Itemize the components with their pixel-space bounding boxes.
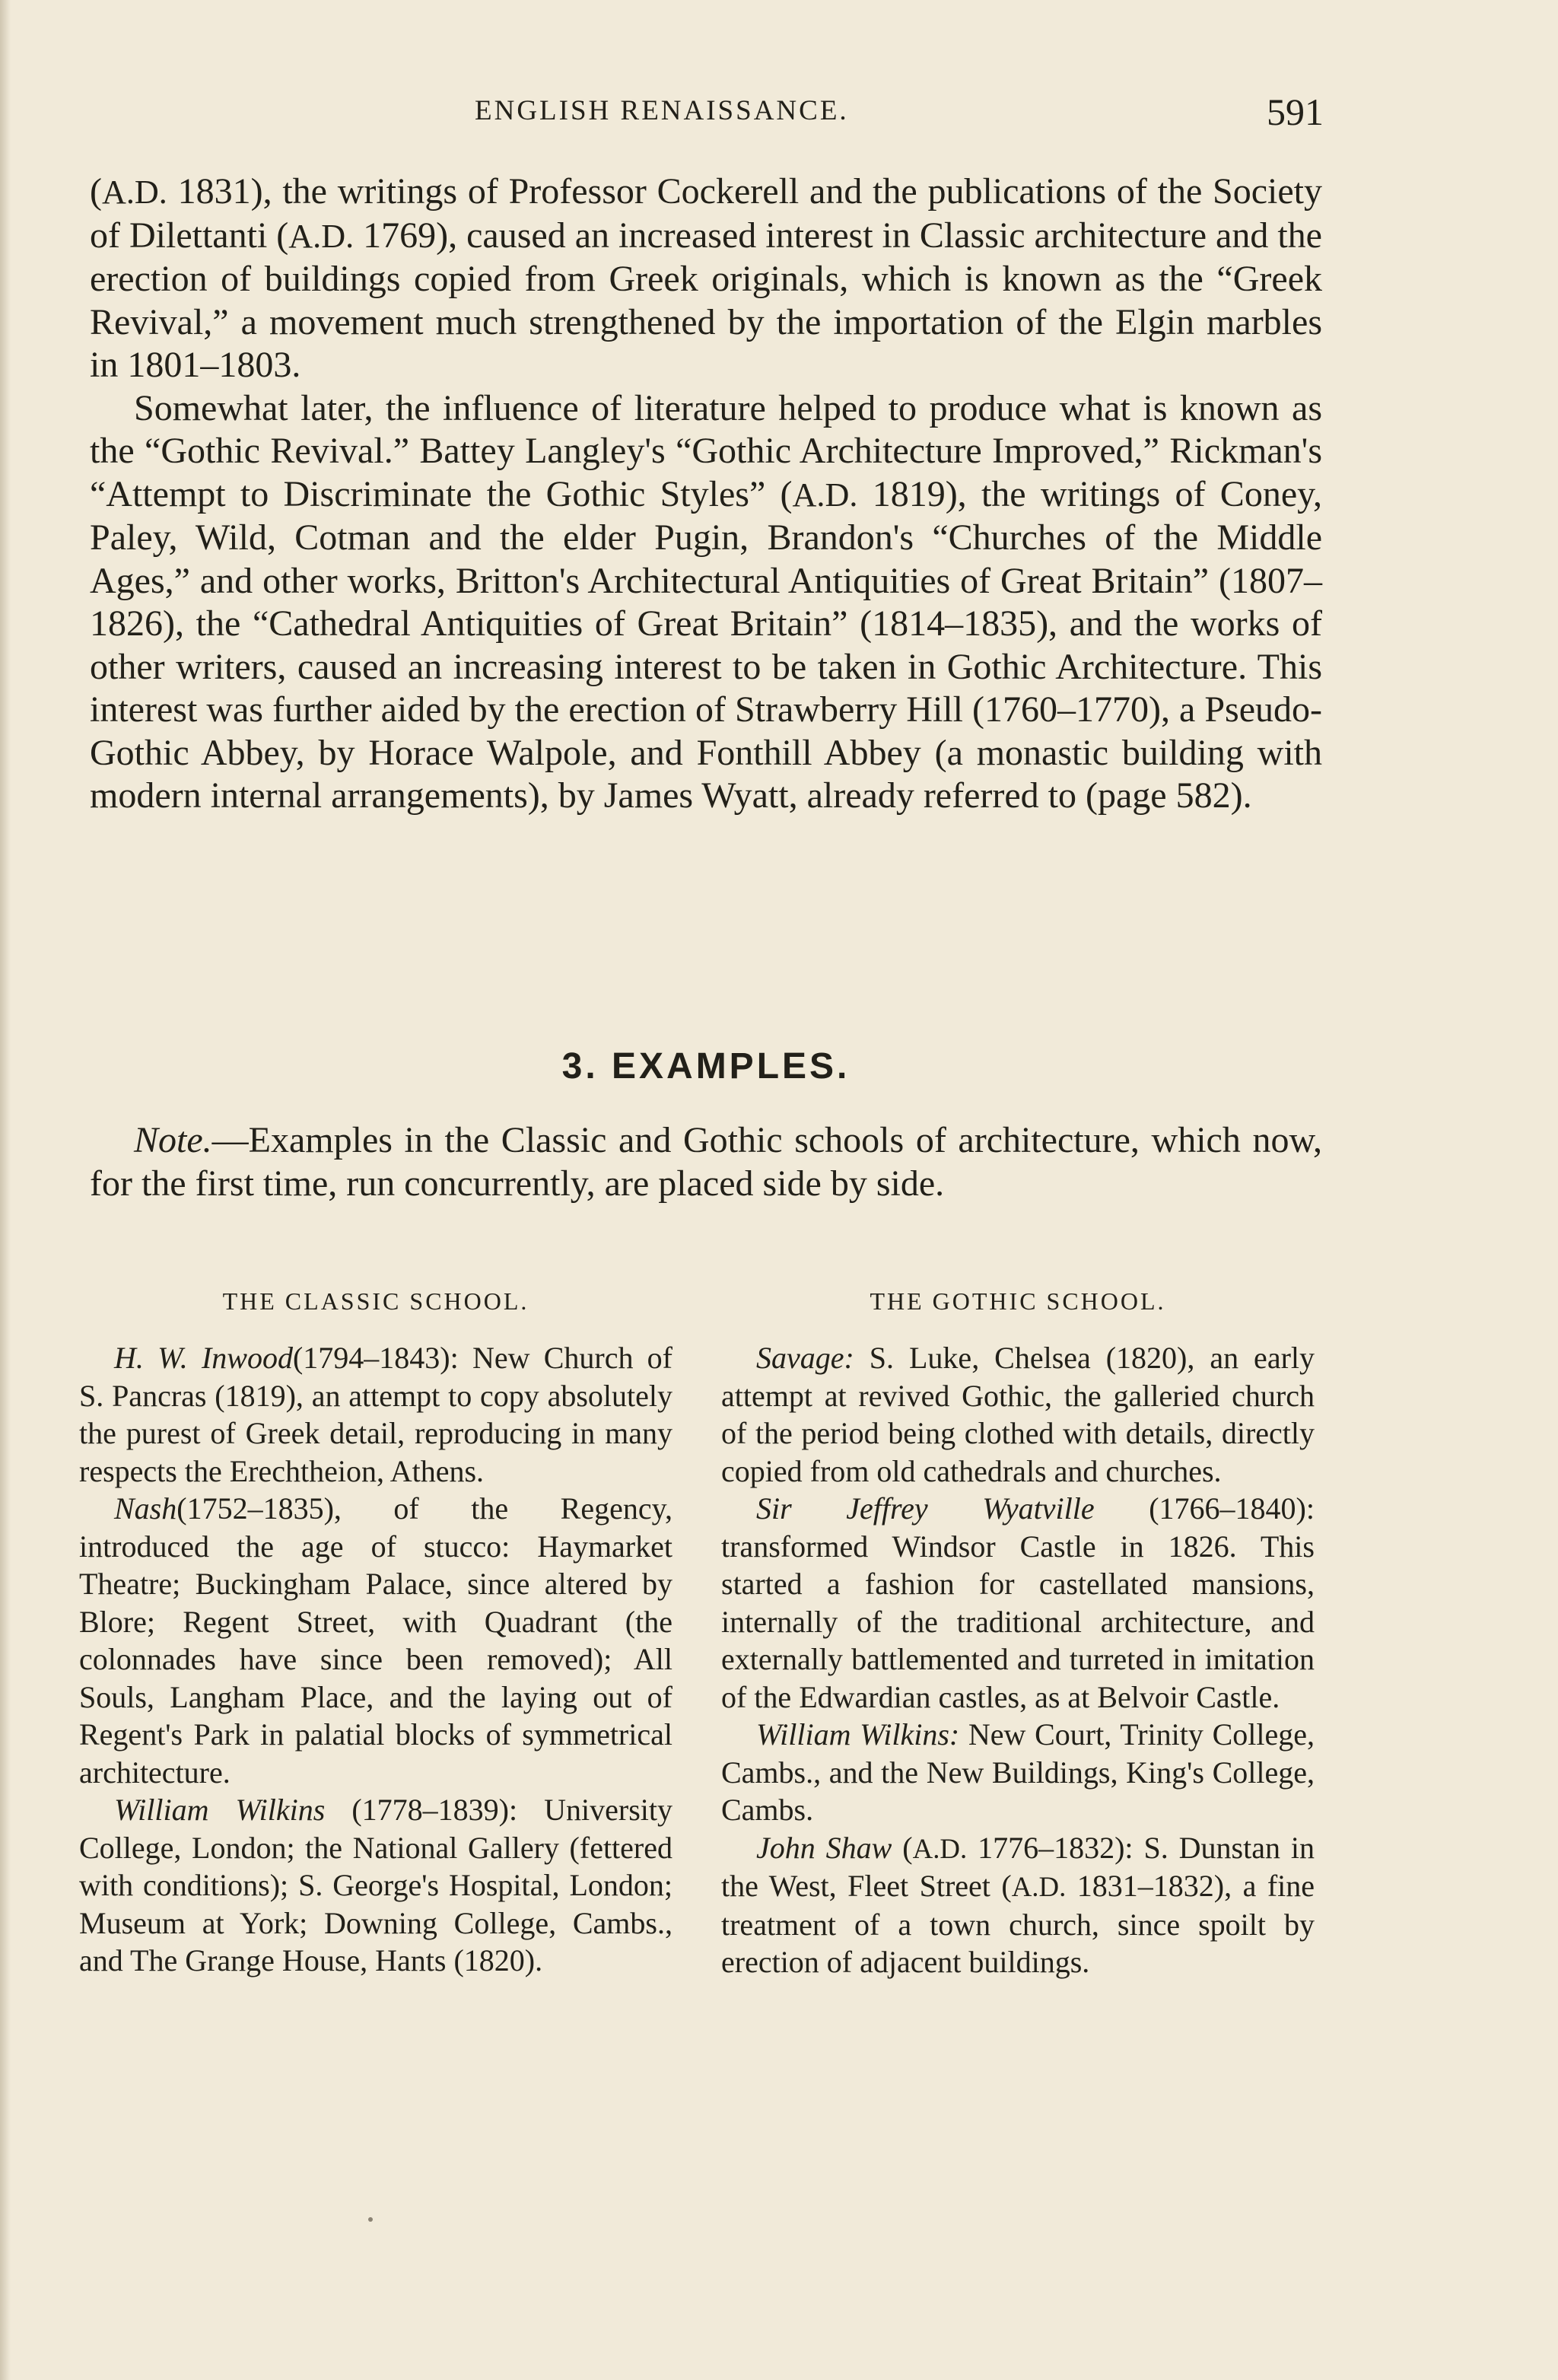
text-run: Somewhat later, the influence of literature helped to produce what is known as the “Gothic Revival.” Battey Langley's “Gothic Architecture Improved,” Rickman's “Attempt to Discriminate the Gothic Styles” ( [90, 387, 1322, 514]
entry-text: 1776–1832): S. Dunstan in the West, Fleet Street ( [721, 1830, 1315, 1903]
entry-text: 1831–1832), a fine treatment of a town church, since spoilt by erection of adjacent buildings. [721, 1869, 1315, 1979]
text-run: 1819), the writings of Coney, Paley, Wild, Cotman and the elder Pugin, Brandon's “Churches of the Middle Ages,” and other works, Britton's Architectural Antiquities of Great Britain” (1807–1826), the “Cathedral Antiquities of Great Britain” (1814–1835), and the works of other writers, caused an increasing interest to be taken in Gothic Architecture. This interest was further aided by the erection of Strawberry Hill (1760–1770), a Pseudo-Gothic Abbey, by Horace Walpole, and Fonthill Abbey (a monastic building with modern internal arrangements), by James Wyatt, already referred to (page 582). [90, 473, 1323, 816]
entry-text: S. Luke, Chelsea (1820), an early attempt at revived Gothic, the galleried church of the period being clothed with details, directly copied from old cathedrals and churches. [721, 1341, 1315, 1488]
architect-name: Savage: [756, 1341, 854, 1375]
era-abbreviation: A.D. [792, 476, 858, 514]
example-entry [721, 1716, 1315, 1829]
architect-name: William Wilkins [114, 1793, 326, 1827]
example-entry [79, 1490, 672, 1791]
text-run: ( [90, 171, 102, 212]
example-entry [79, 1339, 672, 1490]
classic-school-heading: THE CLASSIC SCHOOL. [222, 1287, 529, 1315]
running-head: ENGLISH RENAISSANCE. [475, 95, 849, 126]
architect-name: Nash [114, 1491, 177, 1526]
text-run: 1769), caused an increased interest in Classic architecture and the erection of buildings copied from Greek originals, which is known as the “Greek Revival,” a movement much strengthened by the importation of the Elgin marbles in 1801–1803. [90, 215, 1322, 385]
era-abbreviation: A.D. [1011, 1871, 1067, 1902]
body-text [90, 170, 1322, 818]
section-heading: 3. EXAMPLES. [561, 1046, 851, 1087]
architect-name: John Shaw [756, 1830, 892, 1865]
note-text: —Examples in the Classic and Gothic schools of architecture, which now, for the first time, run concurrently, are placed side by side. [90, 1120, 1322, 1204]
text-run: 1831), the writings of Professor Cockerell and the publications of the Society of Dilettanti ( [90, 171, 1322, 256]
example-entry [721, 1339, 1315, 1490]
paragraph-gothic-revival [90, 387, 1322, 818]
architect-name: Sir Jeffrey Wyatville [756, 1491, 1095, 1526]
paragraph-greek-revival [90, 170, 1322, 387]
example-entry [721, 1829, 1315, 1981]
foot-mark [368, 2217, 373, 2222]
entry-text: (1794–1843): New Church of S. Pancras (1819), an attempt to copy absolutely the purest of Greek detail, reproducing in many respects the Erechtheion, Athens. [79, 1341, 672, 1488]
era-abbreviation: A.D. [101, 173, 167, 211]
note-label: Note. [134, 1120, 212, 1160]
gothic-school-heading: THE GOTHIC SCHOOL. [870, 1287, 1166, 1315]
era-abbreviation: A.D. [912, 1832, 968, 1864]
page-edge [0, 0, 11, 2380]
entry-text: (1778–1839): University College, London; the National Gallery (fettered with conditions); S. George's Hospital, London; Museum at York; Downing College, Cambs., and The Grange House, Hants (1820). [79, 1793, 672, 1978]
architect-name: H. W. Inwood [114, 1341, 293, 1375]
architect-name: William Wilkins: [756, 1717, 960, 1752]
example-entry [721, 1490, 1315, 1716]
era-abbreviation: A.D. [288, 217, 355, 255]
page-header [91, 90, 1324, 143]
page-number: 591 [1267, 91, 1324, 133]
note-paragraph [90, 1118, 1322, 1205]
entry-text: ( [892, 1830, 913, 1865]
classic-school-column [79, 1286, 672, 1980]
gothic-school-column [721, 1286, 1315, 1981]
entry-text: (1752–1835), of the Regency, introduced the age of stucco: Haymarket Theatre; Buckingham Palace, since altered by Blore; Regent Street, with Quadrant (the colonnades have since been removed); All Souls, Langham Place, and the laying out of Regent's Park in palatial blocks of symmetrical architecture. [79, 1491, 672, 1790]
example-entry [79, 1791, 672, 1980]
entry-text: New Court, Trinity College, Cambs., and the New Buildings, King's College, Cambs. [721, 1717, 1315, 1827]
entry-text: (1766–1840): transformed Windsor Castle in 1826. This started a fashion for castellated mansions, internally of the traditional architecture, and externally battlemented and turreted in imitation of the Edwardian castles, as at Belvoir Castle. [721, 1491, 1315, 1714]
